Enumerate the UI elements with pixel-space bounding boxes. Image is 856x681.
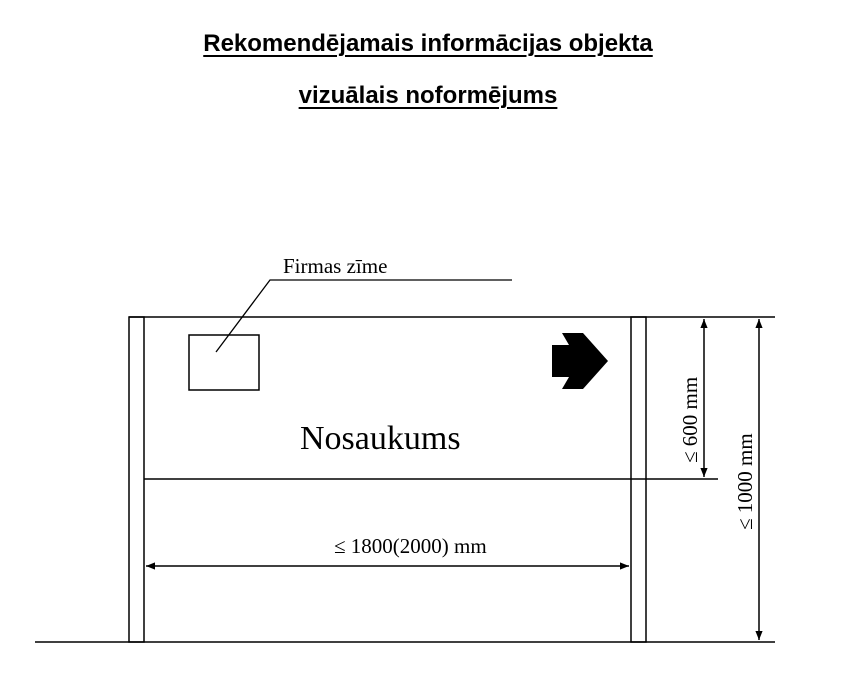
logo-box [189,335,259,390]
name-label: Nosaukums [300,420,461,457]
panel-height-dimension-label: ≤ 600 mm [678,376,702,463]
total-height-dimension-label: ≤ 1000 mm [733,433,757,530]
title-line-2: vizuālais noformējums [298,82,558,109]
width-dimension-label: ≤ 1800(2000) mm [334,534,487,558]
logo-leader-line [216,280,512,352]
logo-label: Firmas zīme [283,254,388,278]
arrow-right-icon [552,333,608,389]
title-line-1: Rekomendējamais informācijas objekta [203,30,653,57]
left-post [129,317,144,642]
